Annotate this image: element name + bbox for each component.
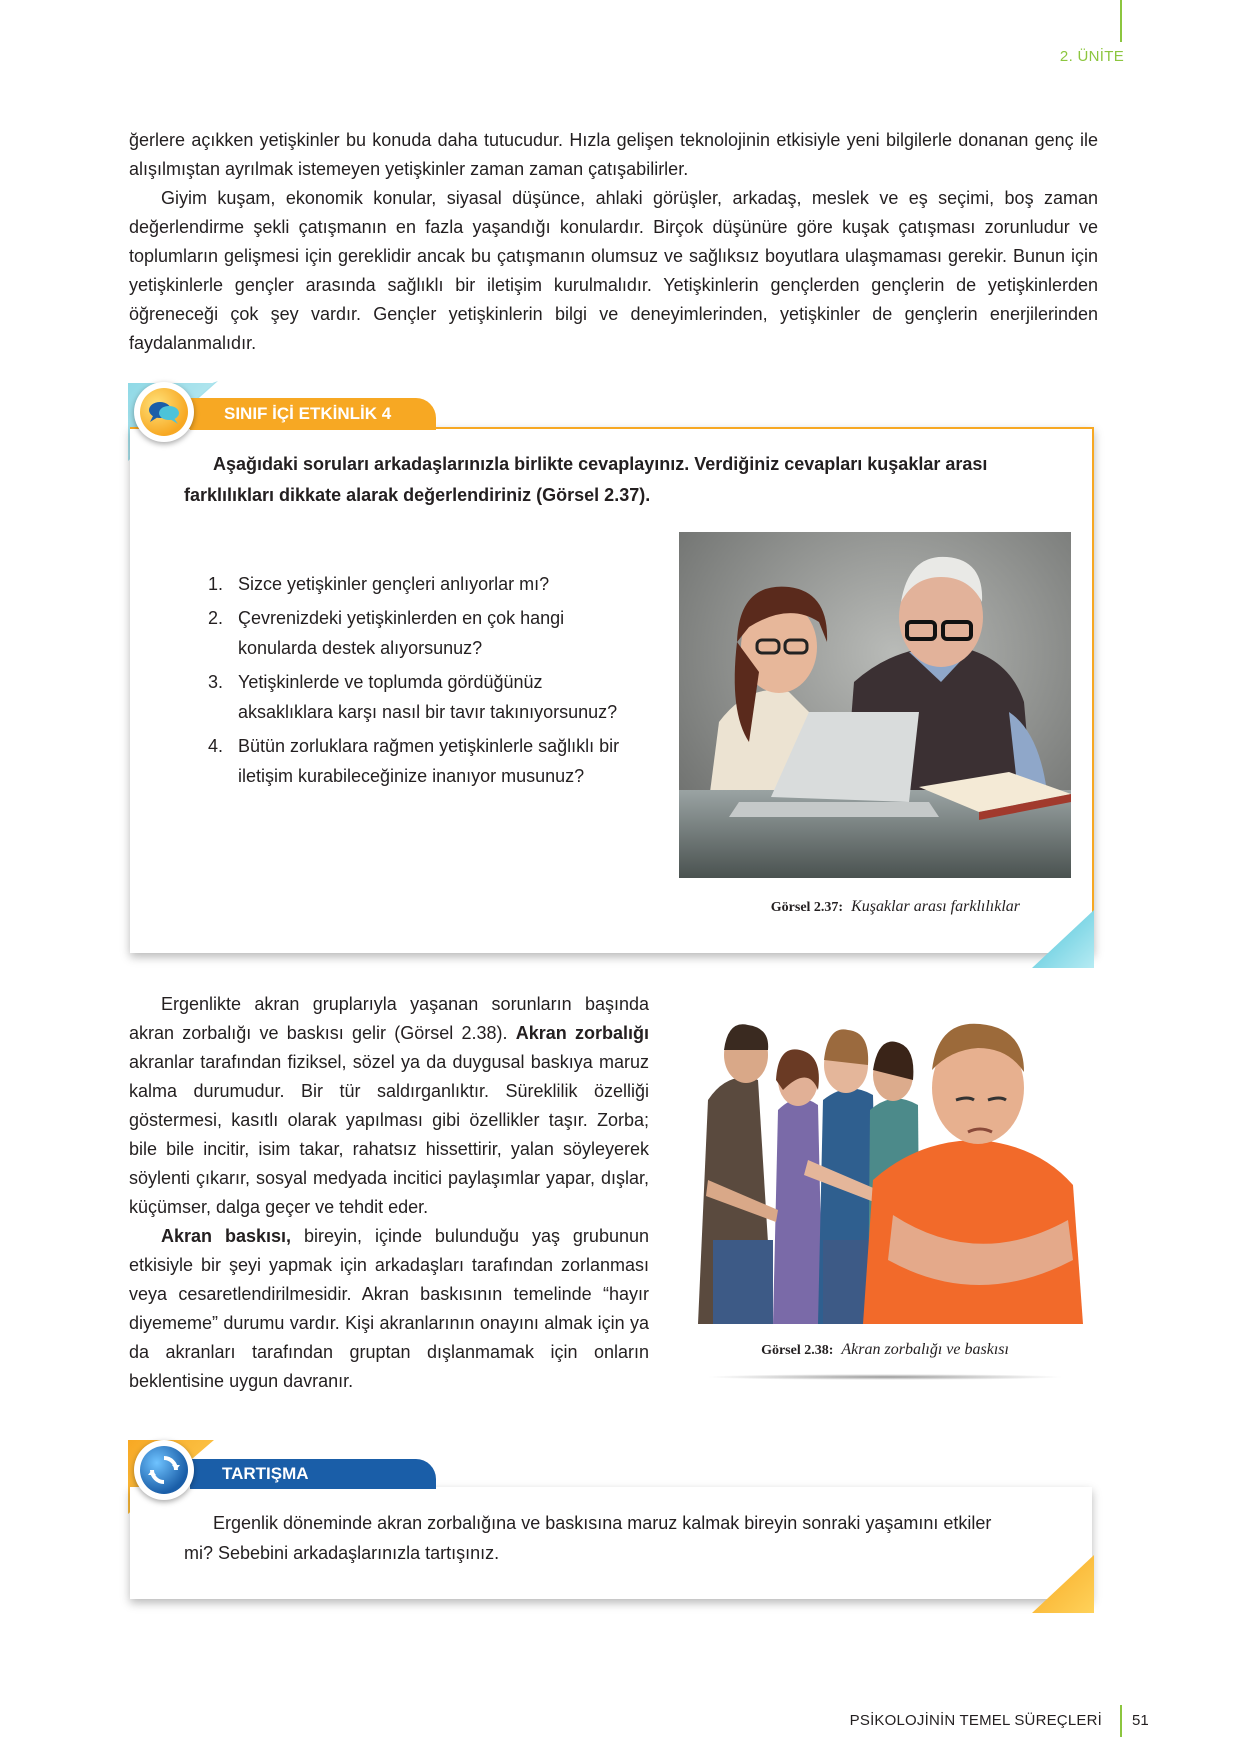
- footer-title: PSİKOLOJİNİN TEMEL SÜREÇLERİ: [849, 1712, 1102, 1729]
- caption-text: Kuşaklar arası farklılıklar: [851, 898, 1020, 915]
- intro-paragraph: Giyim kuşam, ekonomik konular, siyasal düşünce, ahlaki görüşler, arkadaş, meslek ve eş seçimi, boş zaman değerlendirme şekli çatışmanın en fazla yaşandığı konulardır. Birçok düşünüre göre kuşak çatışması zorunludur ve toplumların gelişmesi için gereklidir ancak bu çatışmanın olumsuz ve sağlıksız boyutlara ulaşmaması gerekir. Bunun için yetişkinlerle gençler arasında sağlıklı bir iletişim kurulmalıdır. Yetişkinlerin gençlerden gençlerin de yetişkinlerden öğreneceği çok şey vardır. Gençler yetişkinlerin bilgi ve deneyimlerinden, yetişkinler de gençlerin enerjilerinden faydalanmalıdır.: [129, 188, 1098, 353]
- intro-paragraph: ğerlere açıkken yetişkinler bu konuda daha tutucudur. Hızla gelişen teknolojinin etkisiyle yeni bilgilerle donanan genç ile alışılmıştan ayrılmak istemeyen yetişkinler zaman zaman çatışabilirler.: [129, 130, 1098, 179]
- peer-bullying-photo: [688, 1010, 1086, 1324]
- photo-caption: [680, 898, 1020, 916]
- discussion-title: TARTIŞMA: [190, 1459, 436, 1489]
- caption-label: Görsel 2.37:: [770, 900, 844, 915]
- question-number: 1.: [208, 574, 224, 594]
- discussion-line: mi? Sebebini arkadaşlarınızla tartışınız.: [184, 1543, 500, 1563]
- bullying-text: [129, 990, 649, 1396]
- caption-text: Akran zorbalığı ve baskısı: [841, 1341, 1009, 1358]
- activity-instruction: [184, 449, 1062, 511]
- question-number: 2.: [208, 608, 224, 628]
- list-item: [208, 731, 668, 791]
- discussion-text: [184, 1508, 1062, 1568]
- question-text: Çevrenizdeki yetişkinlerden en çok hangi konularda destek alıyorsunuz?: [238, 608, 565, 658]
- list-item: [208, 667, 668, 727]
- photo-caption: [705, 1341, 1065, 1359]
- speech-bubbles-icon: [140, 388, 188, 436]
- list-item: [208, 603, 668, 663]
- question-list: [208, 569, 668, 795]
- generations-photo: [679, 532, 1071, 878]
- page-number: 51: [1132, 1712, 1149, 1729]
- question-text: Bütün zorluklara rağmen yetişkinlerle sağlıklı bir iletişim kurabileceğinize inanıyor musunuz?: [238, 736, 620, 786]
- caption-label: Görsel 2.38:: [761, 1343, 834, 1358]
- activity-title: SINIF İÇİ ETKİNLİK 4: [190, 398, 436, 430]
- footer-separator: [1120, 1705, 1122, 1737]
- activity-instruction-line: Aşağıdaki soruları arkadaşlarınızla birlikte cevaplayınız. Verdiğiniz cevapları kuşaklar arası: [213, 454, 988, 474]
- bullying-paragraph: Ergenlikte akran gruplarıyla yaşanan sorunların başında akran zorbalığı ve baskısı gelir (Görsel 2.38). Akran zorbalığı akranlar tarafından fiziksel, sözel ya da duygusal baskıya maruz kalma durumudur. Bir tür saldırganlıktır. Süreklilik özelliği göstermesi, kasıtlı olarak yapılması gibi özellikler taşır. Zorba; bile bile incitir, isim takar, rahatsız hissettirir, yalan söyleyerek söylenti çıkarır, sosyal medyada incitici paylaşımlar yapar, dışlar, küçümser, dalga geçer ve tehdit eder.: [129, 994, 649, 1217]
- question-text: Sizce yetişkinler gençleri anlıyorlar mı?: [238, 574, 550, 594]
- question-number: 4.: [208, 736, 224, 756]
- discussion-line: Ergenlik döneminde akran zorbalığına ve baskısına maruz kalmak bireyin sonraki yaşamını etkiler: [213, 1513, 992, 1533]
- list-item: [208, 569, 668, 599]
- activity-badge: [134, 382, 194, 442]
- activity-instruction-line: farklılıkları dikkate alarak değerlendiriniz (Görsel 2.37).: [184, 485, 651, 505]
- discussion-arrows-icon: [140, 1446, 188, 1494]
- header-rule: [1120, 0, 1122, 42]
- unit-label: 2. ÜNİTE: [1059, 48, 1124, 65]
- discussion-badge: [134, 1440, 194, 1500]
- question-text: Yetişkinlerde ve toplumda gördüğünüz aksaklıklara karşı nasıl bir tavır takınıyorsunuz?: [238, 672, 618, 722]
- question-number: 3.: [208, 672, 224, 692]
- peer-pressure-paragraph: Akran baskısı, bireyin, içinde bulunduğu yaş grubunun etkisiyle bir şeyi yapmak için arkadaşları tarafından zorlanması veya cesaretlendirilmesidir. Akran baskısının temelinde “hayır diyememe” durumu vardır. Kişi akranlarının onayını almak için ya da akranları tarafından gruptan dışlanmamak için onların beklentisine uygun davranır.: [129, 1226, 649, 1391]
- caption-shadow: [705, 1374, 1065, 1380]
- intro-text: [129, 126, 1098, 358]
